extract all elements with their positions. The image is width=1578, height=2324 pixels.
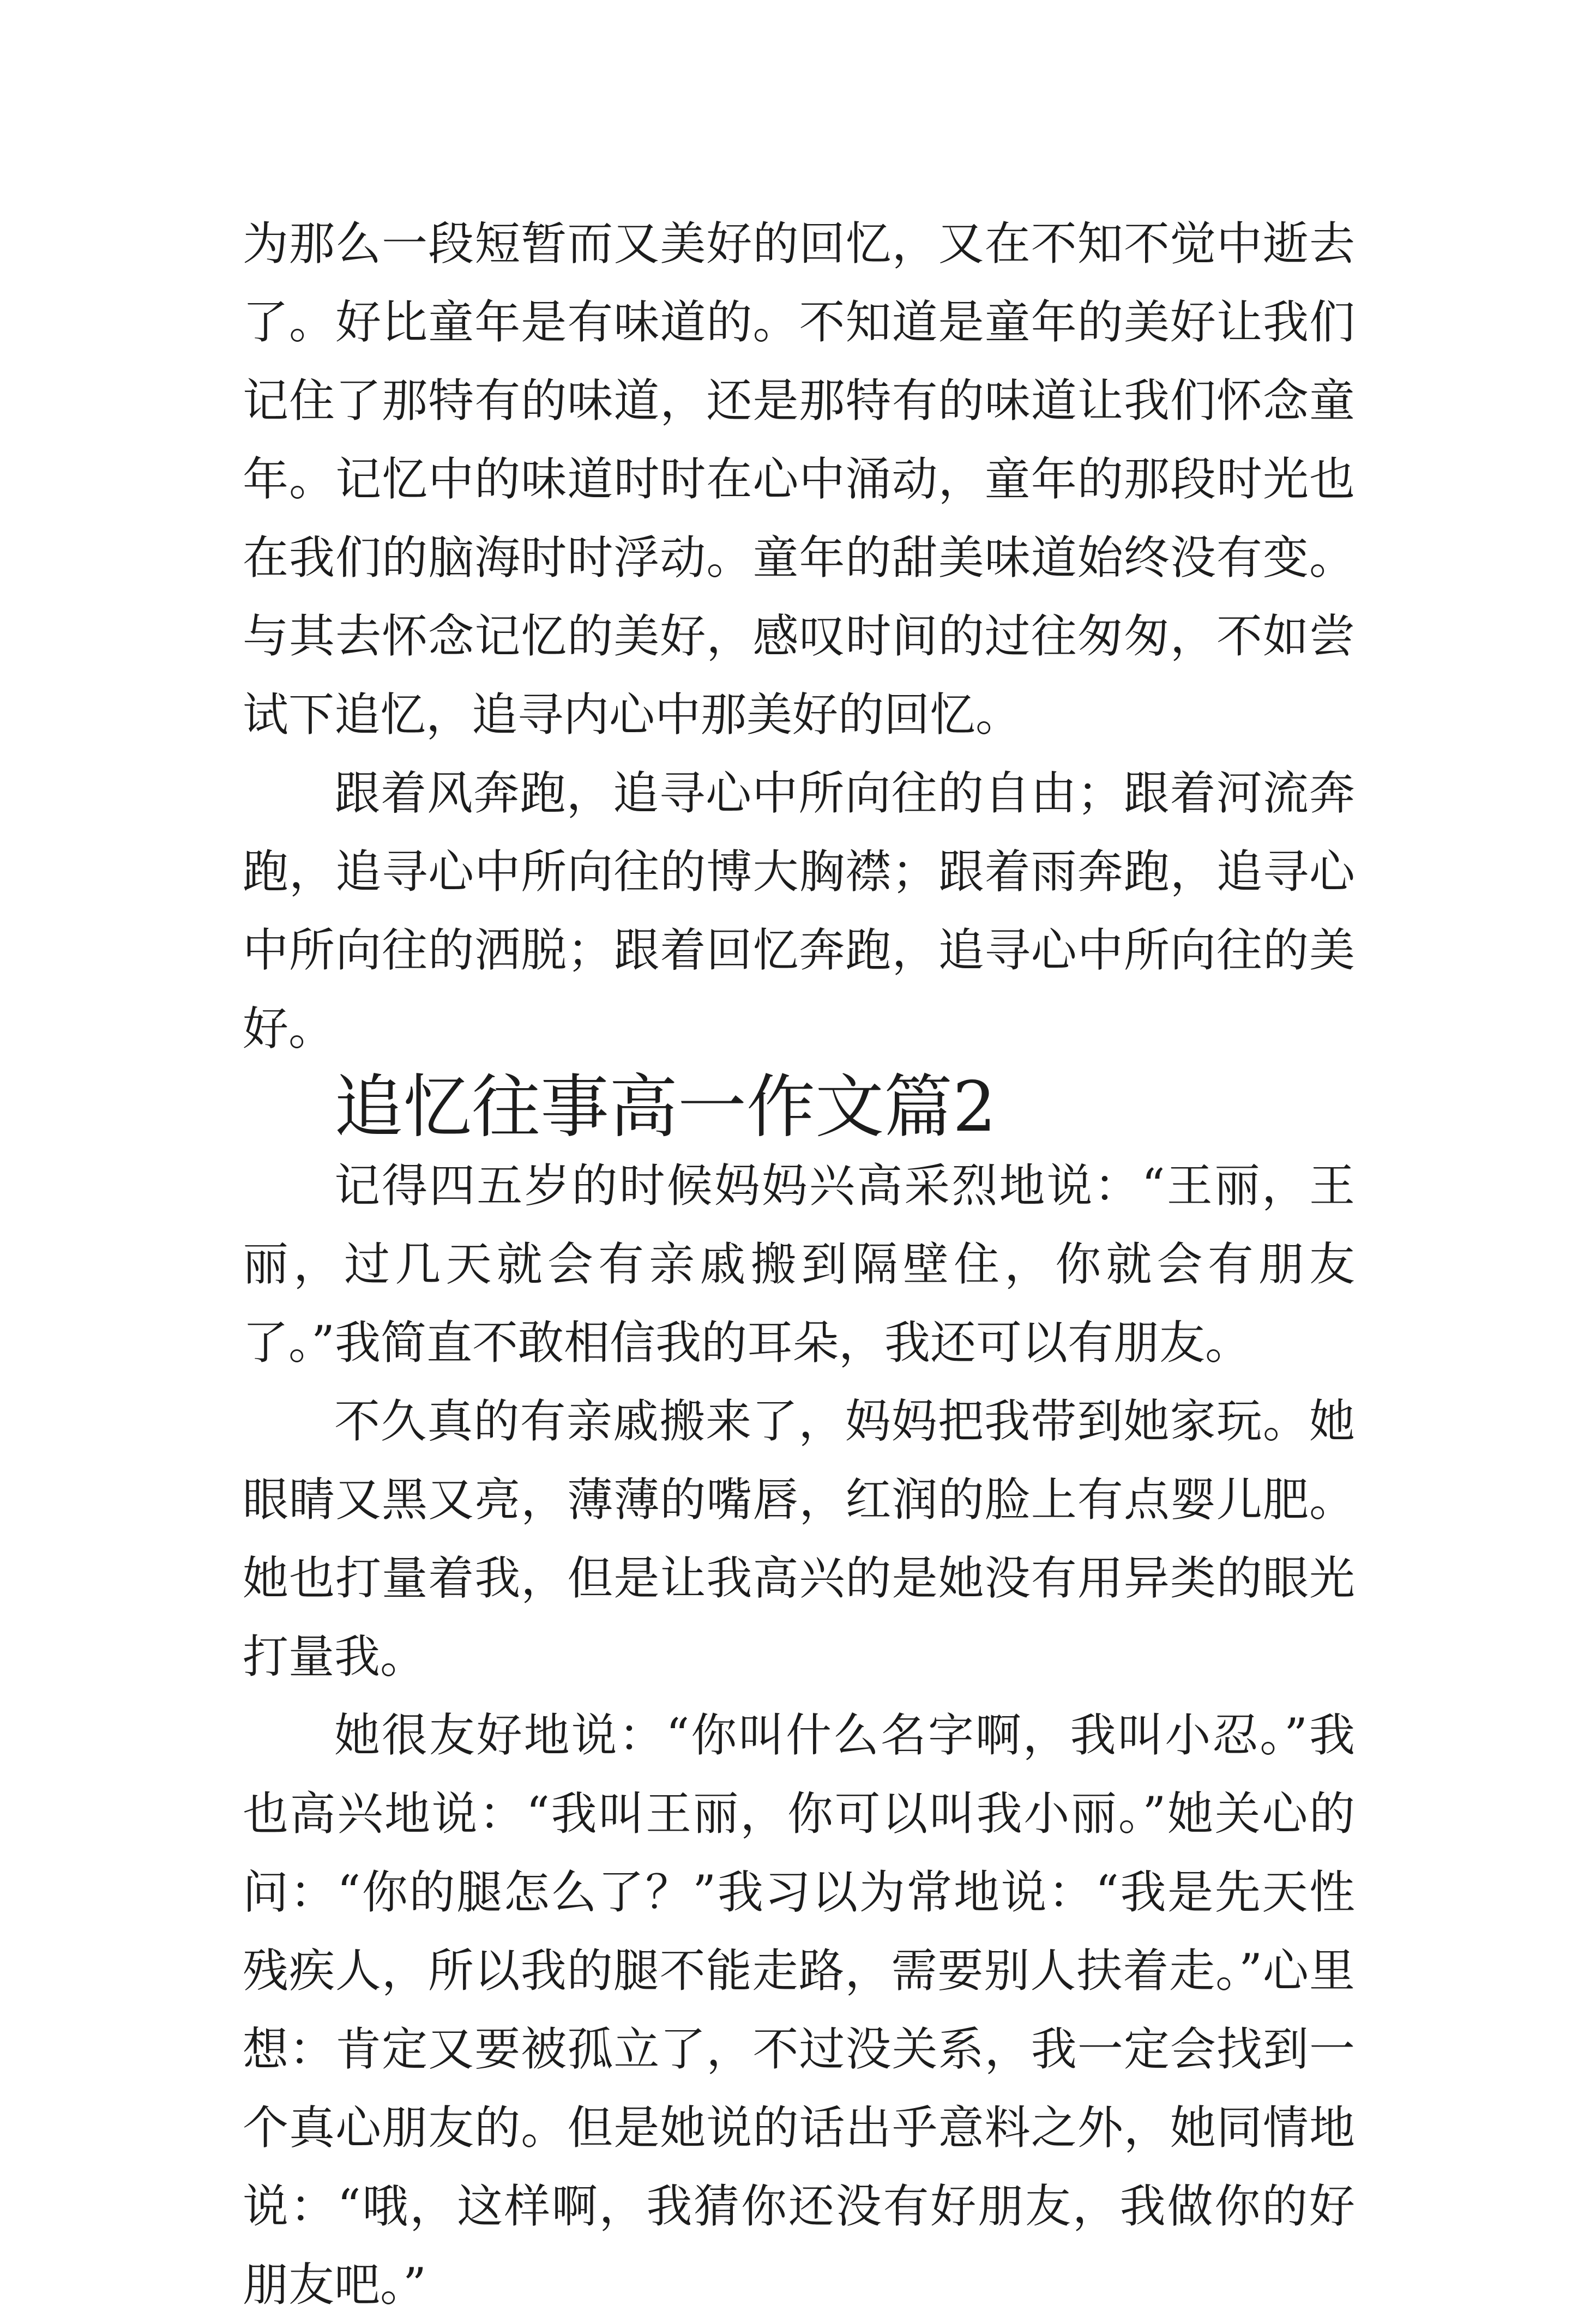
document-body (243, 204, 1355, 2324)
paragraph-memory: 记得四五岁的时候妈妈兴高采烈地说：“王丽，王丽，过几天就会有亲戚搬到隔壁住，你就会有朋友了。”我简直不敢相信我的耳朵，我还可以有朋友。 (243, 1159, 1355, 1369)
paragraph-dialogue: 她很友好地说：“你叫什么名字啊，我叫小忍。”我也高兴地说：“我叫王丽，你可以叫我小丽。”她关心的问：“你的腿怎么了？”我习以为常地说：“我是先天性残疾人，所以我的腿不能走路，需要别人扶着走。”心里想：肯定又要被孤立了，不过没关系，我一定会找到一个真心朋友的。但是她说的话出乎意料之外，她同情地说：“哦，这样啊，我猜你还没有好朋友，我做你的好朋友吧。” (243, 1709, 1355, 2311)
paragraph-continuation: 为那么一段短暂而又美好的回忆，又在不知不觉中逝去了。好比童年是有味道的。不知道是童年的美好让我们记住了那特有的味道，还是那特有的味道让我们怀念童年。记忆中的味道时时在心中涌动，童年的那段时光也在我们的脑海时时浮动。童年的甜美味道始终没有变。与其去怀念记忆的美好，感叹时间的过往匆匆，不如尝试下追忆，追寻内心中那美好的回忆。 (243, 217, 1355, 741)
section-heading: 追忆往事高一作文篇2 (334, 1067, 997, 1147)
paragraph-running: 跟着风奔跑，追寻心中所向往的自由；跟着河流奔跑，追寻心中所向往的博大胸襟；跟着雨奔跑，追寻心中所向往的洒脱；跟着回忆奔跑，追寻心中所向往的美好。 (243, 766, 1355, 1055)
paragraph-new-neighbor: 不久真的有亲戚搬来了，妈妈把我带到她家玩。她眼睛又黑又亮，薄薄的嘴唇，红润的脸上有点婴儿肥。她也打量着我，但是让我高兴的是她没有用异类的眼光打量我。 (243, 1395, 1355, 1683)
